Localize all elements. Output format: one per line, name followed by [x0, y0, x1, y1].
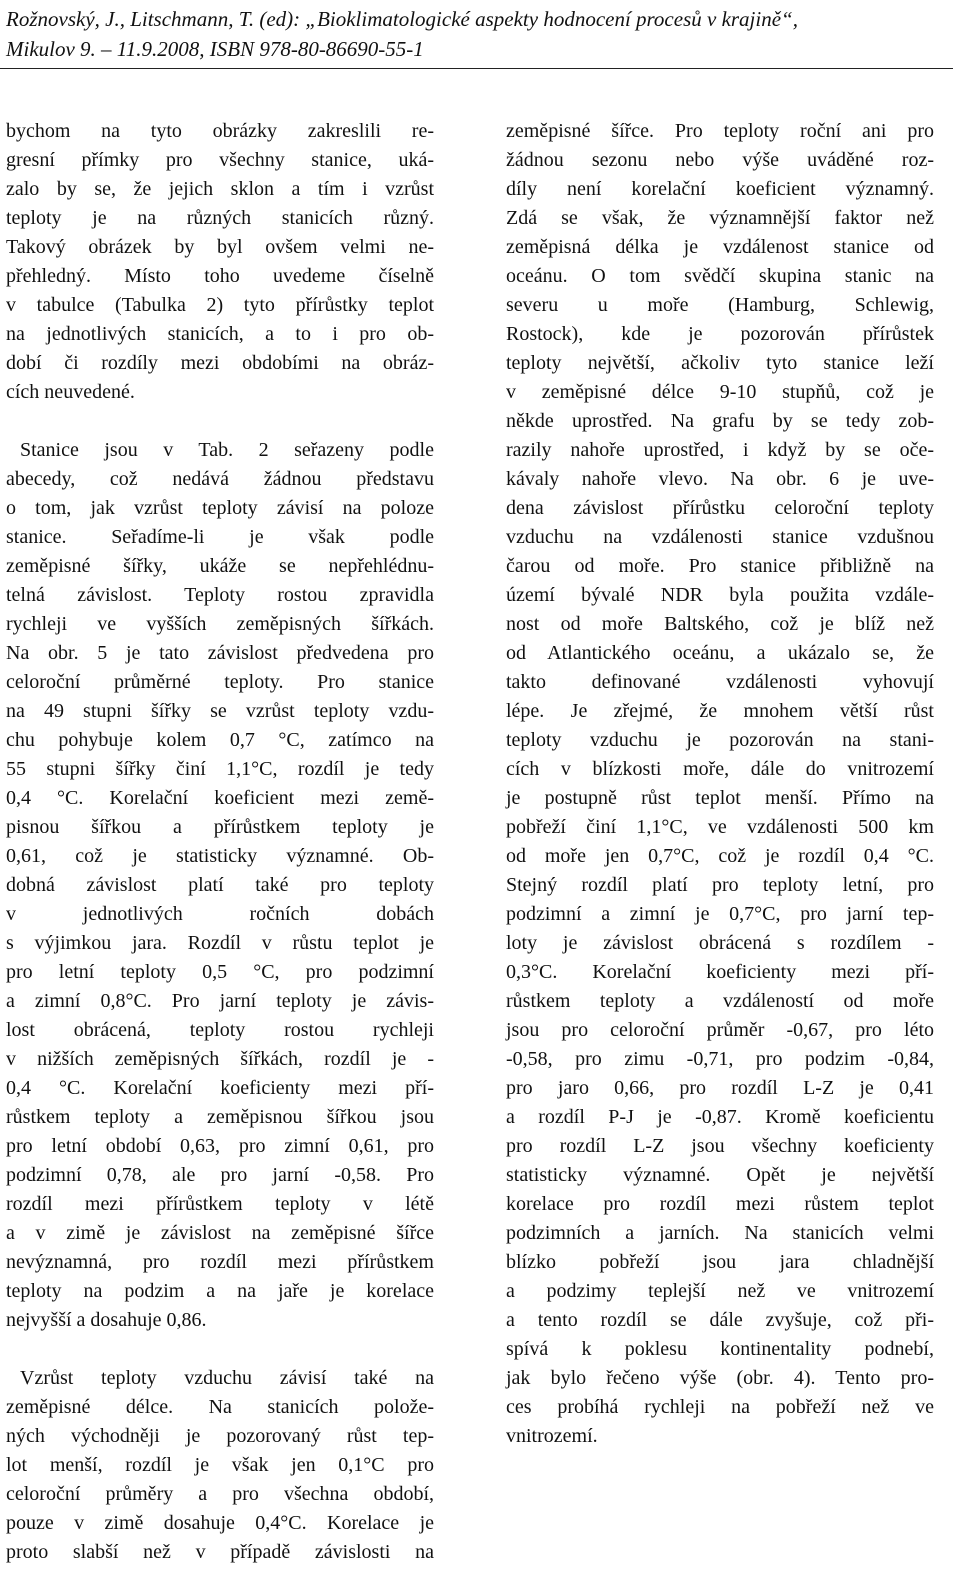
text-line: spívá k poklesu kontinentality podnebí, — [506, 1338, 934, 1360]
text-line: s výjimkou jara. Rozdíl v růstu teplot je — [6, 932, 434, 954]
text-line: lot menší, rozdíl je však jen 0,1°C pro — [6, 1454, 434, 1476]
text-line: stanice. Seřadíme-li je však podle — [6, 526, 434, 548]
text-line: je postupně růst teplot menší. Přímo na — [506, 787, 934, 809]
text-line: od moře jen 0,7°C, což je rozdíl 0,4 °C. — [506, 845, 934, 867]
text-line: celoroční průměry a pro všechna období, — [6, 1483, 434, 1505]
text-line: celoroční průměrné teploty. Pro stanice — [6, 671, 434, 693]
text-line: pouze v zimě dosahuje 0,4°C. Korelace je — [6, 1512, 434, 1534]
text-line: na 49 stupni šířky se vzrůst teploty vzdu- — [6, 700, 434, 722]
text-line: v zeměpisné délce 9-10 stupňů, což je — [506, 381, 934, 403]
header-citation-line-2: Mikulov 9. – 11.9.2008, ISBN 978-80-86690-55-1 — [6, 37, 424, 61]
text-line: jak bylo řečeno výše (obr. 4). Tento pro- — [506, 1367, 934, 1389]
text-line: 0,4 °C. Korelační koeficient mezi země- — [6, 787, 434, 809]
paragraph-gap — [6, 1335, 434, 1364]
text-line: pro rozdíl L-Z jsou všechny koeficienty — [506, 1135, 934, 1157]
text-line: gresní přímky pro všechny stanice, uká- — [6, 149, 434, 171]
text-line: nevýznamná, pro rozdíl mezi přírůstkem — [6, 1251, 434, 1273]
text-line: ných východněji je pozorovaný růst tep- — [6, 1425, 434, 1447]
text-line: dena závislost přírůstku celoroční teploty — [506, 497, 934, 519]
text-line: rychleji ve vyšších zeměpisných šířkách. — [6, 613, 434, 635]
text-line: ces probíhá rychleji na pobřeží než ve — [506, 1396, 934, 1418]
text-line: podzimních a jarních. Na stanicích velmi — [506, 1222, 934, 1244]
text-line: takto definované vzdálenosti vyhovují — [506, 671, 934, 693]
text-line: oceánu. O tom svědčí skupina stanic na — [506, 265, 934, 287]
text-line: v nižších zeměpisných šířkách, rozdíl je - — [6, 1048, 434, 1070]
text-line: území bývalé NDR byla použita vzdále- — [506, 584, 934, 606]
text-line: někde uprostřed. Na grafu by se tedy zob- — [506, 410, 934, 432]
text-line: teploty na podzim a na jaře je korelace — [6, 1280, 434, 1302]
text-line: Vzrůst teploty vzduchu závisí také na — [20, 1367, 434, 1389]
header-divider — [0, 68, 953, 69]
text-line: Na obr. 5 je tato závislost předvedena pro — [6, 642, 434, 664]
text-line: zeměpisná délka je vzdálenost stanice od — [506, 236, 934, 258]
text-line: pobřeží činí 1,1°C, ve vzdálenosti 500 km — [506, 816, 934, 838]
text-line: teploty je na různých stanicích různý. — [6, 207, 434, 229]
text-line: lost obrácená, teploty rostou rychleji — [6, 1019, 434, 1041]
text-line: korelace pro rozdíl mezi růstem teplot — [506, 1193, 934, 1215]
text-line: podzimní a zimní je 0,7°C, pro jarní tep- — [506, 903, 934, 925]
text-line: Zdá se však, že významnější faktor než — [506, 207, 934, 229]
text-line: blízko pobřeží jsou jara chladnější — [506, 1251, 934, 1273]
text-line: loty je závislost obrácená s rozdílem - — [506, 932, 934, 954]
text-line: cích neuvedené. — [6, 381, 135, 403]
text-line: 0,3°C. Korelační koeficienty mezi pří- — [506, 961, 934, 983]
text-line: pro jaro 0,66, pro rozdíl L-Z je 0,41 — [506, 1077, 934, 1099]
header-citation-line-1: Rožnovský, J., Litschmann, T. (ed): „Bioklimatologické aspekty hodnocení procesů v krajině“, — [6, 7, 798, 31]
text-line: 0,61, což je statisticky významné. Ob- — [6, 845, 434, 867]
text-line: zeměpisné délce. Na stanicích polože- — [6, 1396, 434, 1418]
text-line: bychom na tyto obrázky zakreslili re- — [6, 120, 434, 142]
text-line: teploty vzduchu je pozorován na stani- — [506, 729, 934, 751]
text-line: od Atlantického oceánu, a ukázalo se, že — [506, 642, 934, 664]
text-line: Rostock), kde je pozorován přírůstek — [506, 323, 934, 345]
text-line: chu pohybuje kolem 0,7 °C, zatímco na — [6, 729, 434, 751]
text-line: dobí či rozdíly mezi obdobími na obráz- — [6, 352, 434, 374]
text-line: Stejný rozdíl platí pro teploty letní, pro — [506, 874, 934, 896]
text-line: razily nahoře uprostřed, i když by se oče- — [506, 439, 934, 461]
text-line: díly není korelační koeficient významný. — [506, 178, 934, 200]
text-line: čarou od moře. Pro stanice přibližně na — [506, 555, 934, 577]
text-line: cích v blízkosti moře, dále do vnitrozemí — [506, 758, 934, 780]
text-line: dobná závislost platí také pro teploty — [6, 874, 434, 896]
text-line: jsou pro celoroční průměr -0,67, pro léto — [506, 1019, 934, 1041]
running-header — [6, 4, 951, 64]
text-line: Takový obrázek by byl ovšem velmi ne- — [6, 236, 434, 258]
text-line: proto slabší než v případě závislosti na — [6, 1541, 434, 1563]
text-line: zeměpisné šířky, ukáže se nepřehlédnu- — [6, 555, 434, 577]
text-line: v tabulce (Tabulka 2) tyto přírůstky teplot — [6, 294, 434, 316]
text-line: růstkem teploty a vzdáleností od moře — [506, 990, 934, 1012]
text-line: 0,4 °C. Korelační koeficienty mezi pří- — [6, 1077, 434, 1099]
text-line: a v zimě je závislost na zeměpisné šířce — [6, 1222, 434, 1244]
right-column — [506, 117, 934, 1451]
text-line: na jednotlivých stanicích, a to i pro ob- — [6, 323, 434, 345]
text-line: rozdíl mezi přírůstkem teploty v létě — [6, 1193, 434, 1215]
text-line: růstkem teploty a zeměpisnou šířkou jsou — [6, 1106, 434, 1128]
text-line: 55 stupni šířky činí 1,1°C, rozdíl je tedy — [6, 758, 434, 780]
text-line: severu u moře (Hamburg, Schlewig, — [506, 294, 934, 316]
left-paragraph-1 — [6, 117, 434, 407]
text-line: teploty největší, ačkoliv tyto stanice leží — [506, 352, 934, 374]
text-line: žádnou sezonu nebo výše uváděné roz- — [506, 149, 934, 171]
text-line: zalo by se, že jejich sklon a tím i vzrůst — [6, 178, 434, 200]
text-line: telná závislost. Teploty rostou zpravidla — [6, 584, 434, 606]
text-line: abecedy, což nedává žádnou představu — [6, 468, 434, 490]
text-line: Stanice jsou v Tab. 2 seřazeny podle — [20, 439, 434, 461]
text-line: nejvyšší a dosahuje 0,86. — [6, 1309, 207, 1331]
text-line: podzimní 0,78, ale pro jarní -0,58. Pro — [6, 1164, 434, 1186]
text-line: a rozdíl P-J je -0,87. Kromě koeficientu — [506, 1106, 934, 1128]
left-column — [6, 117, 434, 1567]
text-line: vzduchu na vzdálenosti stanice vzdušnou — [506, 526, 934, 548]
text-line: a zimní 0,8°C. Pro jarní teploty je závis- — [6, 990, 434, 1012]
left-paragraph-2 — [6, 436, 434, 1335]
paragraph-gap — [6, 407, 434, 436]
text-line: v jednotlivých ročních dobách — [6, 903, 434, 925]
text-line: nost od moře Baltského, což je blíž než — [506, 613, 934, 635]
text-line: pro letní období 0,63, pro zimní 0,61, pro — [6, 1135, 434, 1157]
text-line: -0,58, pro zimu -0,71, pro podzim -0,84, — [506, 1048, 934, 1070]
text-line: a podzimy teplejší než ve vnitrozemí — [506, 1280, 934, 1302]
text-line: vnitrozemí. — [506, 1425, 598, 1447]
text-line: a tento rozdíl se dále zvyšuje, což při- — [506, 1309, 934, 1331]
left-paragraph-3 — [6, 1364, 434, 1567]
text-line: kávaly nahoře vlevo. Na obr. 6 je uve- — [506, 468, 934, 490]
text-line: přehledný. Místo toho uvedeme číselně — [6, 265, 434, 287]
text-line: lépe. Je zřejmé, že mnohem větší růst — [506, 700, 934, 722]
right-paragraph-1 — [506, 117, 934, 1451]
text-line: pro letní teploty 0,5 °C, pro podzimní — [6, 961, 434, 983]
text-line: zeměpisné šířce. Pro teploty roční ani pro — [506, 120, 934, 142]
text-line: pisnou šířkou a přírůstkem teploty je — [6, 816, 434, 838]
text-line: o tom, jak vzrůst teploty závisí na poloze — [6, 497, 434, 519]
text-line: statisticky významné. Opět je největší — [506, 1164, 934, 1186]
